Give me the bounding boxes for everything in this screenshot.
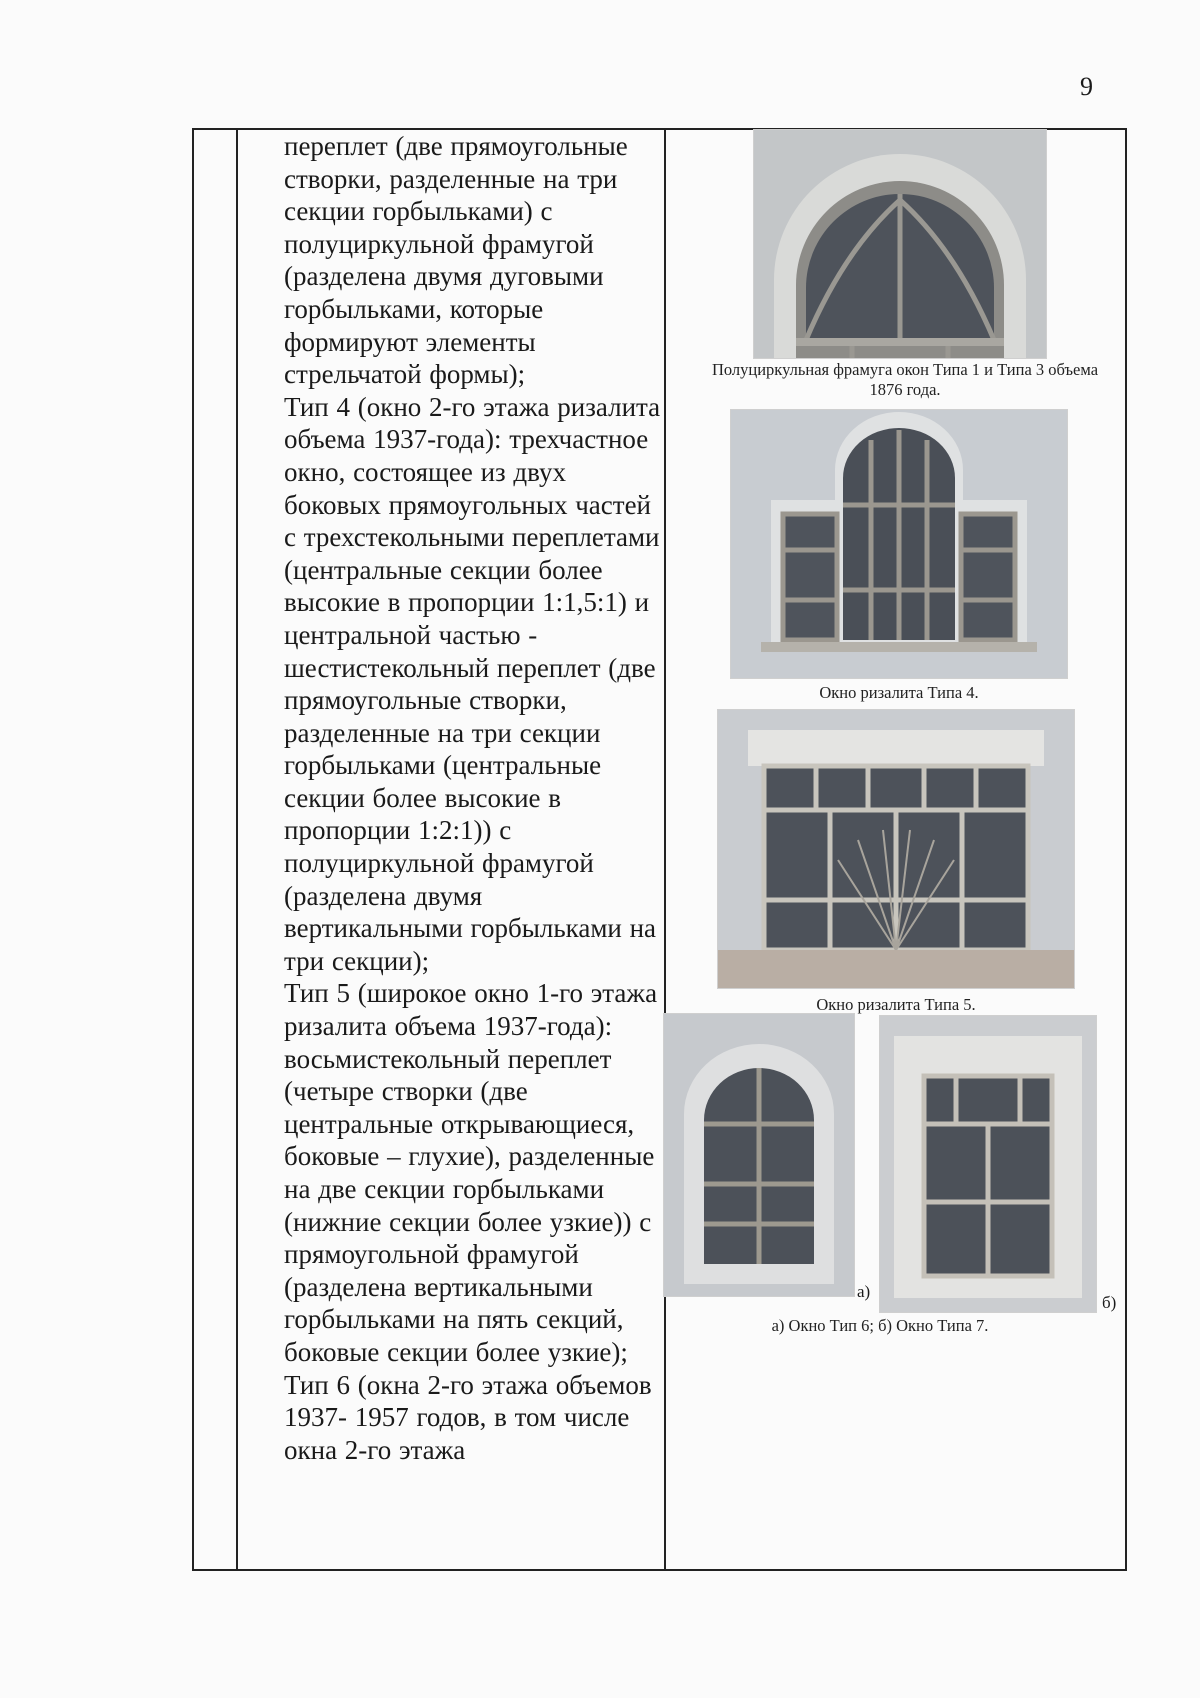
paragraph-type6: Тип 6 (окна 2-го этажа объемов 1937- 1957 годов, в том числе окна 2-го этажа: [284, 1369, 652, 1465]
figure-caption-3: Окно ризалита Типа 5.: [816, 995, 976, 1014]
window-type6-photo: [664, 1014, 854, 1296]
three-part-window-photo: [731, 410, 1067, 678]
wide-window-photo: [718, 710, 1074, 988]
column-divider-1: [236, 130, 238, 1569]
window-type7-photo: [880, 1016, 1096, 1312]
page-number: 9: [1080, 72, 1093, 101]
arched-transom-photo: [754, 130, 1046, 358]
mark-b: б): [1102, 1293, 1117, 1312]
figure-caption-1: Полуциркульная фрамуга окон Типа 1 и Типа 3 объема 1876 года.: [711, 360, 1099, 399]
paragraph-type5: Тип 5 (широкое окно 1-го этажа ризалита объема 1937-года): восьмистекольный переплет (четыре створки (две центральные открывающиеся, боковые – глухие), разделенные на две секции горбыльками (нижние секции более узкие)) с прямоугольной фрамугой (разделена вертикальными горбыльками на пять секций, боковые секции более узкие);: [284, 978, 658, 1367]
figure-caption-2: Окно ризалита Типа 4.: [819, 683, 979, 702]
paragraph-type3-continuation: переплет (две прямоугольные створки, разделенные на три секции горбыльками) с полуциркульной фрамугой (разделена двумя дуговыми горбыльками, которые формируют элементы стрельчатой формы);: [284, 131, 628, 390]
mark-a: а): [857, 1282, 871, 1301]
paragraph-type4: Тип 4 (окно 2-го этажа ризалита объема 1937-года): трехчастное окно, состоящее из двух боковых прямоугольных частей с трехстекольными переплетами (центральные секции более высокие в пропорции 1:1,5:1) и центральной частью - шестистекольный переплет (две прямоугольные створки, разделенные на три секции горбыльками (центральные секции более высокие в пропорции 1:2:1)) с полуциркульной фрамугой (разделена двумя вертикальными горбыльками на три секции);: [284, 391, 661, 976]
description-text: [278, 130, 664, 1466]
column-divider-2: [664, 130, 666, 1569]
figure-caption-4: а) Окно Тип 6; б) Окно Типа 7.: [771, 1316, 989, 1335]
